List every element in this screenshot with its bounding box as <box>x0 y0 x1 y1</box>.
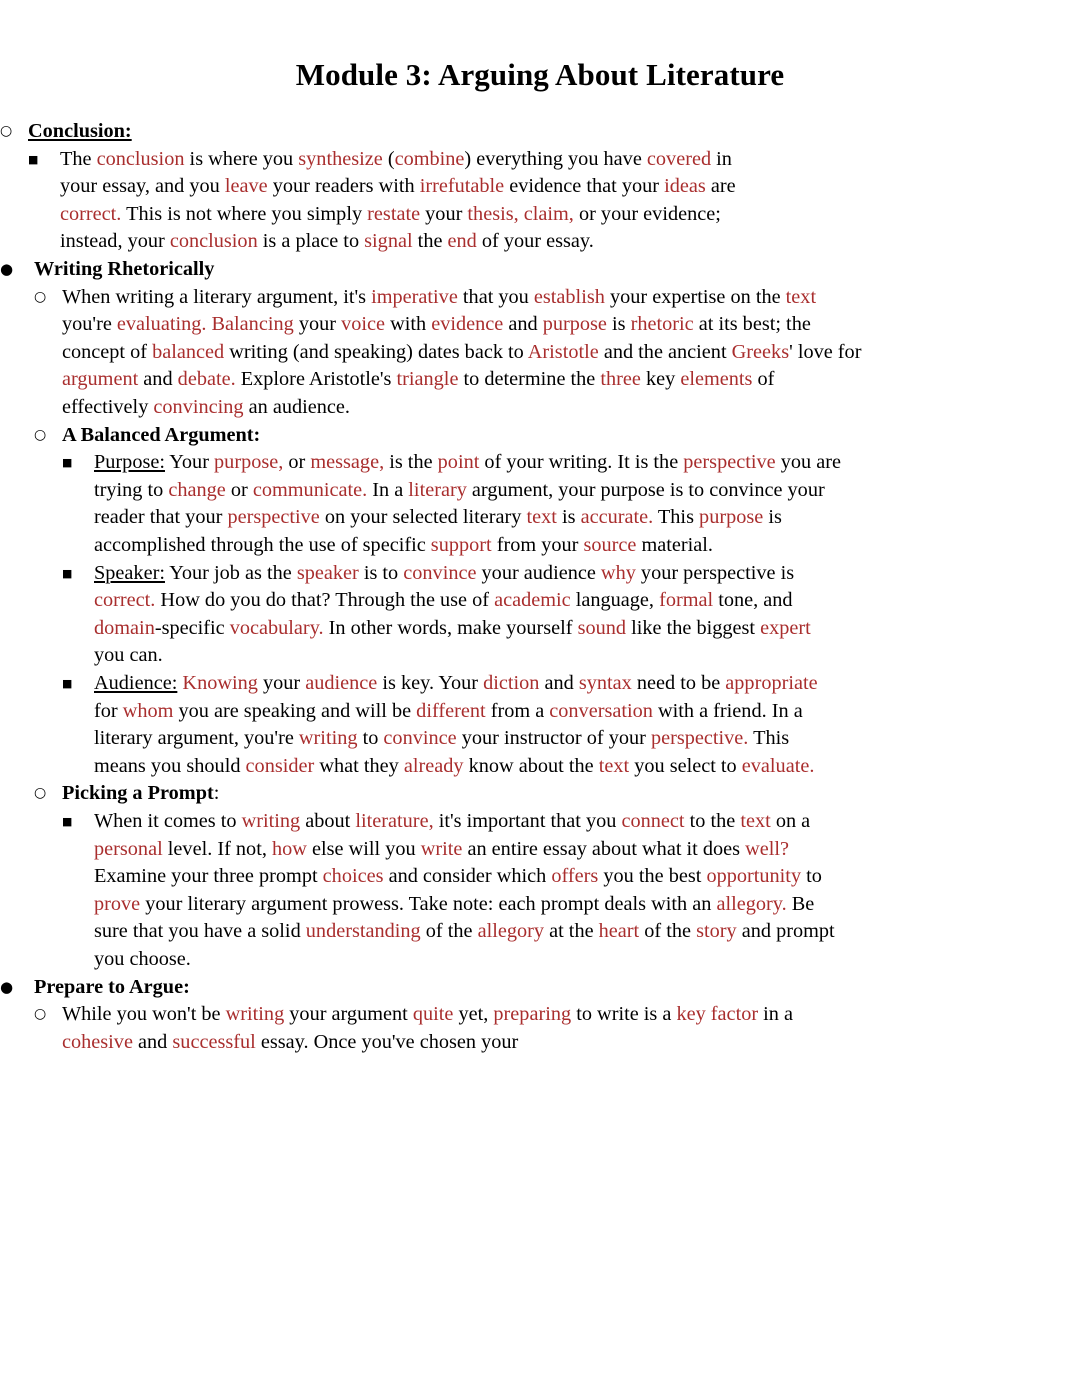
heading-conclusion: Conclusion: <box>28 120 132 143</box>
orphan-group-conclusion <box>0 118 1080 256</box>
heading-writing-rhetorically: Writing Rhetorically <box>34 258 215 281</box>
bullet-circle-icon: ○ <box>34 1006 47 1023</box>
list-item-balanced-argument[interactable] <box>34 422 1080 781</box>
list-item-prompt-body[interactable] <box>62 808 842 974</box>
bullet-disc-icon: ● <box>0 977 14 996</box>
balanced-argument-group <box>62 449 1080 780</box>
list-item-conclusion[interactable] <box>0 118 1080 256</box>
paragraph-audience-runs: Knowing your audience is key. Your diction and syntax need to be appropriate for whom you are speaking and will be different from a conversation with a friend. In a literary argument, you're writing to convince your instructor of your perspective. This means you should consider what they already know about the text you select to evaluate. <box>94 671 818 777</box>
bullet-circle-icon: ○ <box>0 123 13 140</box>
list-item-conclusion-body[interactable] <box>28 146 752 256</box>
paragraph-prepare-body: While you won't be writing your argument quite yet, preparing to write is a key factor in a cohesive and successful essay. Once you've chosen your <box>62 1003 794 1053</box>
paragraph-speaker-runs: Your job as the speaker is to convince your audience why your perspective is correct. How do you do that? Through the use of academic language, formal tone, and domain-specific vocabulary. In other words, make yourself sound like the biggest expert you can. <box>94 561 811 667</box>
list-item-purpose[interactable] <box>62 449 842 559</box>
heading-prepare-to-argue: Prepare to Argue: <box>34 975 190 998</box>
page-title: Module 3: Arguing About Literature <box>295 57 785 92</box>
paragraph-prompt-body: When it comes to writing about literature, it's important that you connect to the text on a personal level. If not, how else will you write an entire essay about what it does well? Examine your three prompt choices and consider which offers you the best opportunity to prove your literary argument prowess. Take note: each prompt deals with an allegory. Be sure that you have a solid understanding of the allegory at the heart of the story and prompt you choose. <box>94 809 835 970</box>
conclusion-group <box>0 118 1080 256</box>
list-item-rhetoric-intro[interactable] <box>34 284 862 422</box>
writing-rhetorically-group <box>34 284 1080 974</box>
label-audience: Audience: <box>94 671 178 694</box>
list-item-prepare-body[interactable] <box>34 1001 862 1056</box>
paragraph-purpose <box>94 449 842 559</box>
paragraph-speaker <box>94 560 842 670</box>
list-item-speaker[interactable] <box>62 560 842 670</box>
prepare-to-argue-group <box>34 1001 1080 1056</box>
paragraph-audience <box>94 670 842 780</box>
picking-a-prompt-group <box>62 808 1080 974</box>
bullet-circle-icon: ○ <box>34 426 47 443</box>
document-body <box>0 118 1080 1056</box>
conclusion-detail-group <box>28 146 1080 256</box>
bullet-square-icon: ■ <box>62 676 73 690</box>
bullet-square-icon: ■ <box>62 814 73 828</box>
bullet-circle-icon: ○ <box>34 288 47 305</box>
label-purpose: Purpose: <box>94 451 165 474</box>
heading-picking-a-prompt-colon: : <box>213 782 220 805</box>
label-speaker: Speaker: <box>94 561 165 584</box>
bullet-square-icon: ■ <box>28 152 39 166</box>
bullet-circle-icon: ○ <box>34 785 47 802</box>
bullet-square-icon: ■ <box>62 456 73 470</box>
heading-picking-a-prompt-bold: Picking a Prompt <box>62 782 214 805</box>
heading-balanced-argument: A Balanced Argument: <box>62 423 261 446</box>
bullet-square-icon: ■ <box>62 566 73 580</box>
paragraph-rhetoric-intro: When writing a literary argument, it's imperative that you establish your expertise on the text you're evaluating. Balancing your voice with evidence and purpose is rhetoric at its best; the concept of balanced writing (and speaking) dates back to Aristotle and the ancient Greeks' love for argument and debate. Explore Aristotle's triangle to determine the three key elements of effectively convincing an audience. <box>62 285 862 419</box>
list-item-prepare-to-argue[interactable] <box>0 974 1080 1057</box>
outline-root <box>0 118 1080 1056</box>
list-item-picking-a-prompt[interactable] <box>34 780 1080 973</box>
paragraph-conclusion-body: The conclusion is where you synthesize (combine) everything you have covered in your essay, and you leave your readers with irrefutable evidence that your ideas are correct. This is not where you simply restate your thesis, claim, or your evidence; instead, your conclusion is a place to signal the end of your essay. <box>60 147 736 253</box>
paragraph-purpose-runs: Your purpose, or message, is the point of your writing. It is the perspective you are trying to change or communicate. In a literary argument, your purpose is to convince your reader that your perspective on your selected literary text is accurate. This purpose is accomplished through the use of specific support from your source material. <box>94 451 841 556</box>
heading-picking-a-prompt <box>62 780 1080 808</box>
list-item-writing-rhetorically[interactable] <box>0 256 1080 973</box>
bullet-disc-icon: ● <box>0 260 14 279</box>
list-item-audience[interactable] <box>62 670 842 780</box>
